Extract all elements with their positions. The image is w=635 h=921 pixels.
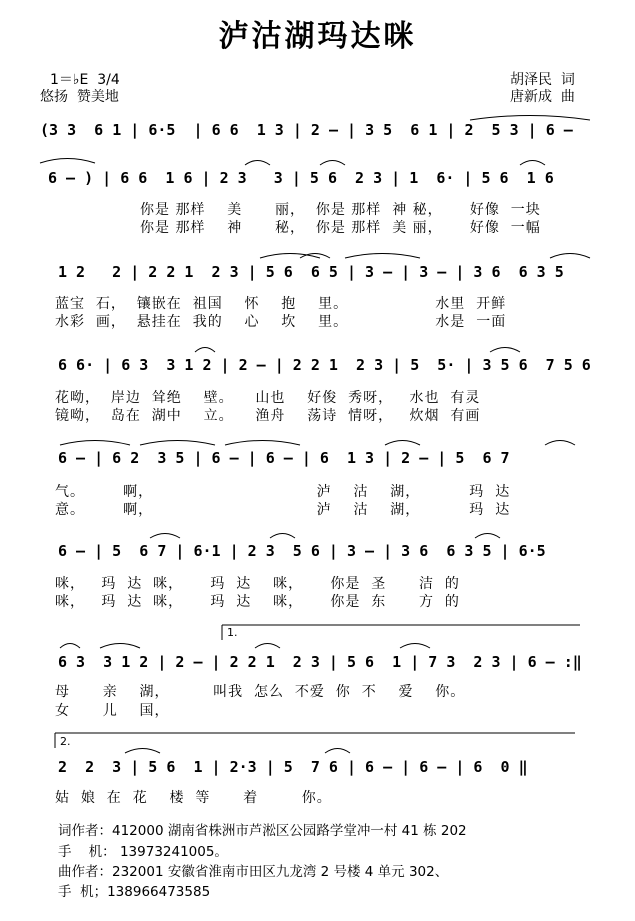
notation-line-6: 6 — | 5 6 7 | 6·1 | 2 3 5 6 | 3 — | 3 6 6 3 5 | 6·5 [58, 542, 546, 560]
lyric-line-3-verse-2: 水彩 画， 悬挂在 我的 心 坎 里。 水是 一面 [55, 314, 507, 330]
composer-address: 曲作者：232001 安徽省淮南市田区九龙湾 2 号楼 4 单元 302、 [58, 864, 449, 880]
tempo-marking: 悠扬 赞美地 [40, 89, 119, 105]
slur-line-6b [270, 534, 295, 539]
lyric-line-7-verse-2: 女 儿 国， [55, 703, 170, 719]
volta-2-label: 2. [60, 735, 71, 748]
slur-line-8b [325, 749, 350, 754]
slur-line-7d [400, 644, 430, 649]
lyric-line-2-verse-1: 你是 那样 美 丽， 你是 那样 神 秘， 好像 一块 [140, 202, 541, 218]
notation-line-7: 6 3 3 1 2 | 2 — | 2 2 1 2 3 | 5 6 1 | 7 3 2 3 | 6 — :‖ [58, 653, 582, 671]
slur-line-3c [550, 254, 590, 259]
lyricist-address: 词作者：412000 湖南省株洲市芦淞区公园路学堂冲一村 41 栋 202 [58, 823, 467, 839]
lyric-line-5-verse-2: 意。 啊， 泸 沽 湖， 玛 达 [55, 502, 511, 518]
lyric-line-6-verse-2: 咪， 玛 达 咪， 玛 达 咪， 你是 东 方 的 [55, 594, 460, 610]
tie-line-5a [60, 441, 130, 446]
composer-credit: 唐新成 曲 [510, 89, 575, 105]
song-title: 泸沽湖玛达咪 [218, 19, 417, 54]
slur-line-2c [520, 161, 545, 166]
slur-line-5b [545, 441, 575, 446]
slur-line-2b [320, 161, 345, 166]
notation-line-5: 6 — | 6 2 3 5 | 6 — | 6 — | 6 1 3 | 2 — | 5 6 7 [58, 449, 510, 467]
lyricist-credit: 胡泽民 词 [510, 72, 575, 88]
lyric-line-6-verse-1: 咪， 玛 达 咪， 玛 达 咪， 你是 圣 洁 的 [55, 576, 460, 592]
notation-line-1: (3 3 6 1 | 6·5 | 6 6 1 3 | 2 — | 3 5 6 1 | 2 5 3 | 6 — [40, 121, 573, 139]
notation-line-8: 2 2 3 | 5 6 1 | 2·3 | 5 7 6 | 6 — | 6 — | 6 0 ‖ [58, 758, 528, 776]
slur-line-7a [60, 644, 80, 649]
lyric-line-3-verse-1: 蓝宝 石， 镶嵌在 祖国 怀 抱 里。 水里 开鲜 [55, 296, 507, 312]
lyricist-phone: 手 机： 13973241005。 [58, 844, 228, 860]
slur-line-7b [100, 644, 140, 649]
slur-line-4a [195, 348, 215, 353]
volta-1-label: 1. [227, 626, 238, 639]
tie-line-5b [140, 441, 215, 446]
lyric-line-7-verse-1: 母 亲 湖， 叫我 怎么 不爱 你 不 爱 你。 [55, 684, 466, 700]
slur-line-2a [245, 161, 270, 166]
slur-line-5a [385, 441, 420, 446]
key-signature: 1＝♭E 3/4 [50, 72, 120, 88]
slur-line-4b [490, 348, 520, 353]
slur-line-6c [475, 534, 500, 539]
lyric-line-2-verse-2: 你是 那样 神 秘， 你是 那样 美 丽， 好像 一幅 [140, 220, 541, 236]
slur-line-7c [255, 644, 280, 649]
lyric-line-8: 姑 娘 在 花 楼 等 着 你。 [55, 790, 332, 806]
notation-line-3: 1 2 2 | 2 2 1 2 3 | 5 6 6 5 | 3 — | 3 — | 3 6 6 3 5 [58, 263, 564, 281]
tie-line-1 [470, 116, 590, 121]
tie-line-2-start [40, 159, 95, 164]
slur-line-8a [125, 749, 160, 754]
tie-line-3 [345, 254, 420, 259]
composer-phone: 手 机；138966473585 [58, 884, 211, 900]
tie-line-5c [225, 441, 300, 446]
lyric-line-4-verse-2: 镜呦， 岛在 湖中 立。 渔舟 荡诗 情呀， 炊烟 有画 [55, 408, 481, 424]
lyric-line-5-verse-1: 气。 啊， 泸 沽 湖， 玛 达 [55, 484, 511, 500]
lyric-line-4-verse-1: 花呦， 岸边 耸绝 壁。 山也 好俊 秀呀， 水也 有灵 [55, 390, 481, 406]
slur-line-6a [150, 534, 180, 539]
notation-line-4: 6 6· | 6 3 3 1 2 | 2 — | 2 2 1 2 3 | 5 5· | 3 5 6 7 5 6 [58, 356, 591, 374]
notation-line-2: 6 — ) | 6 6 1 6 | 2 3 3 | 5 6 2 3 | 1 6· | 5 6 1 6 [48, 169, 554, 187]
